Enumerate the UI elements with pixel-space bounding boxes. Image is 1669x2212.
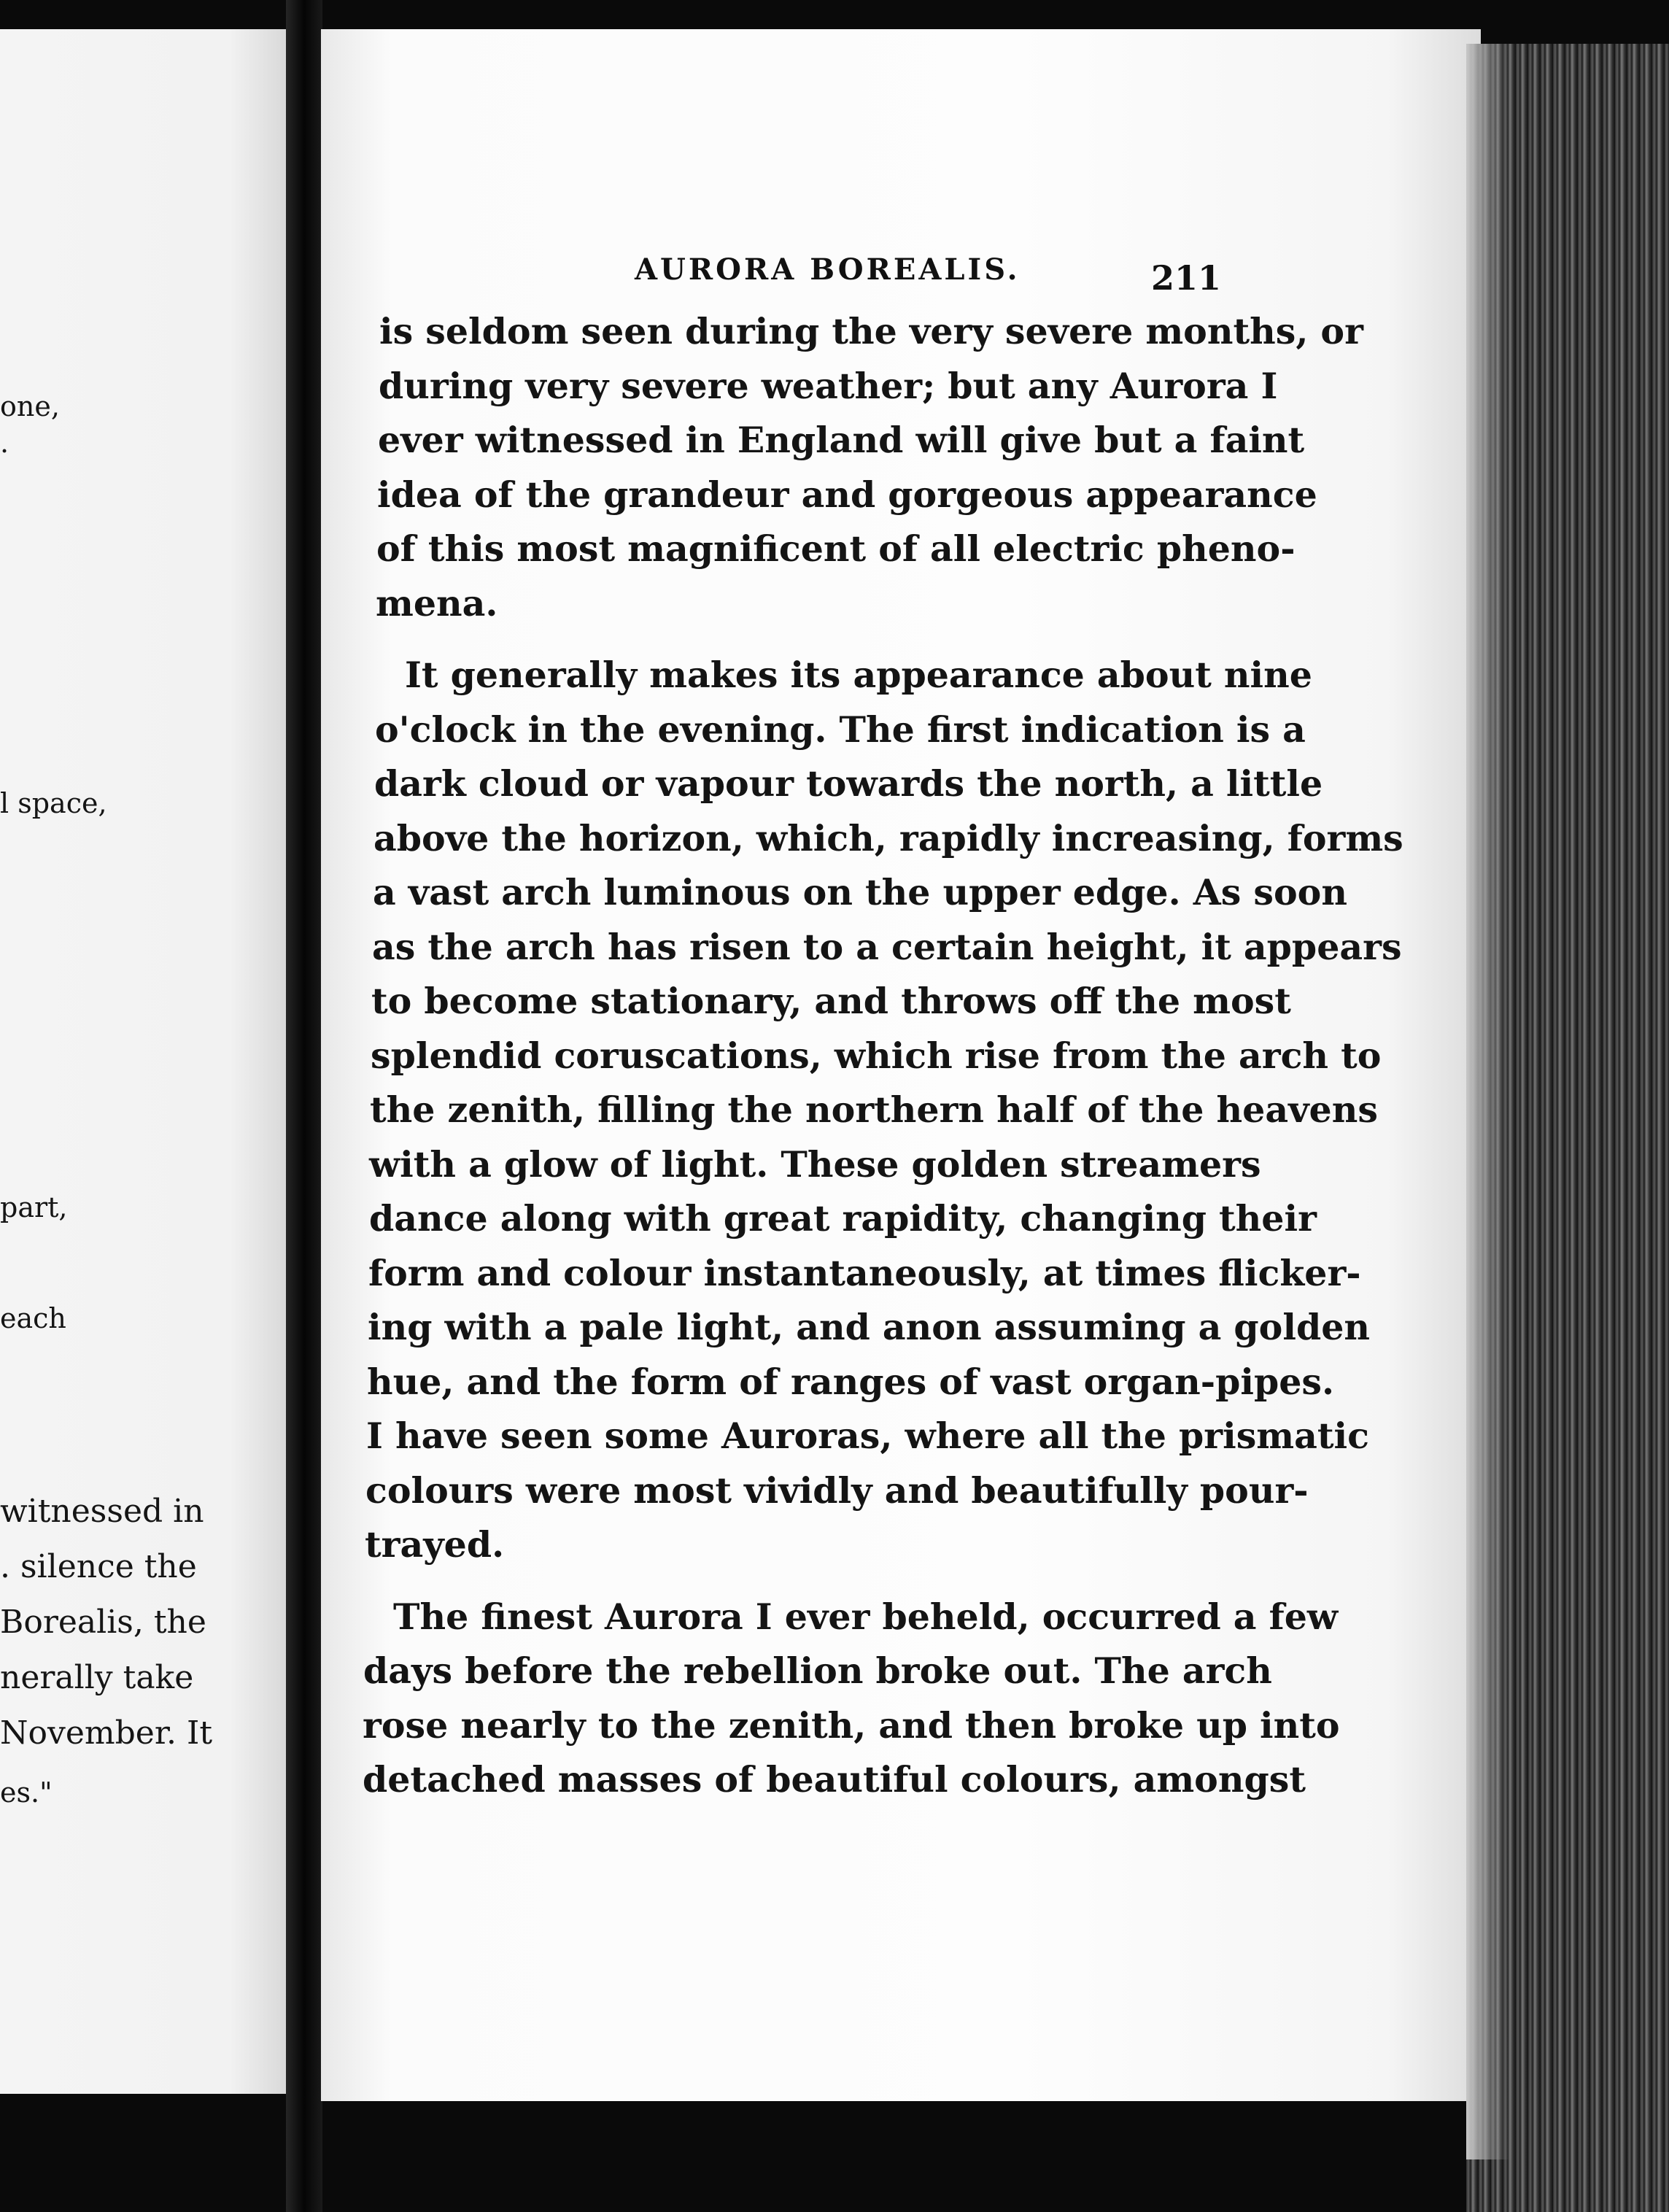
text-line: colours were most vividly and beautifully pour- (365, 1469, 1309, 1512)
left-fragment: l space, (0, 787, 107, 819)
book-gutter (286, 0, 322, 2212)
left-fragment: . (0, 427, 9, 459)
left-fragment: witnessed in (0, 1493, 204, 1530)
text-line: ever witnessed in England will give but a faint (378, 419, 1305, 461)
text-line: rose nearly to the zenith, and then broke up into (363, 1704, 1340, 1747)
left-fragment: Borealis, the (0, 1604, 206, 1641)
text-line: mena. (376, 582, 498, 624)
text-line: to become stationary, and throws off the most (371, 980, 1291, 1022)
text-line: with a glow of light. These golden streamers (369, 1143, 1261, 1186)
text-line: above the horizon, which, rapidly increasing, forms (373, 817, 1403, 859)
text-line: splendid coruscations, which rise from the arch to (371, 1035, 1382, 1077)
text-line: It generally makes its appearance about nine (405, 654, 1312, 696)
text-line: hue, and the form of ranges of vast organ-pipes. (367, 1361, 1335, 1403)
left-fragment: one, (0, 390, 60, 422)
page-number: 211 (1151, 258, 1222, 298)
left-fragment: . silence the (0, 1548, 197, 1585)
left-fragment: es." (0, 1776, 53, 1809)
text-line: as the arch has risen to a certain height, it appears (372, 926, 1402, 968)
text-line: dark cloud or vapour towards the north, a little (374, 762, 1323, 805)
text-line: during very severe weather; but any Aurora I (379, 365, 1278, 407)
text-line: form and colour instantaneously, at times flicker- (368, 1252, 1361, 1294)
text-line: is seldom seen during the very severe months, or (379, 310, 1363, 352)
text-line: I have seen some Auroras, where all the prismatic (366, 1415, 1369, 1457)
left-fragment: each (0, 1302, 66, 1334)
text-line: detached masses of beautiful colours, amongst (363, 1758, 1306, 1801)
left-fragment: part, (0, 1191, 68, 1223)
text-line: days before the rebellion broke out. The arch (363, 1650, 1272, 1692)
text-line: the zenith, filling the northern half of the heavens (370, 1088, 1378, 1131)
previous-page (0, 29, 286, 2094)
text-line: o'clock in the evening. The first indication is a (375, 708, 1306, 751)
text-line: a vast arch luminous on the upper edge. As soon (373, 871, 1347, 913)
text-line: The finest Aurora I ever beheld, occurred a few (393, 1596, 1339, 1638)
text-line: dance along with great rapidity, changing their (369, 1197, 1317, 1240)
text-line: idea of the grandeur and gorgeous appearance (377, 473, 1317, 516)
text-line: of this most magnificent of all electric pheno- (376, 527, 1296, 570)
left-fragment: November. It (0, 1714, 213, 1752)
text-line: trayed. (365, 1523, 505, 1566)
running-head: AURORA BOREALIS. (635, 252, 1021, 287)
left-fragment: nerally take (0, 1659, 194, 1696)
text-line: ing with a pale light, and anon assuming a golden (368, 1306, 1371, 1348)
page-edge-shade (1466, 44, 1510, 2159)
